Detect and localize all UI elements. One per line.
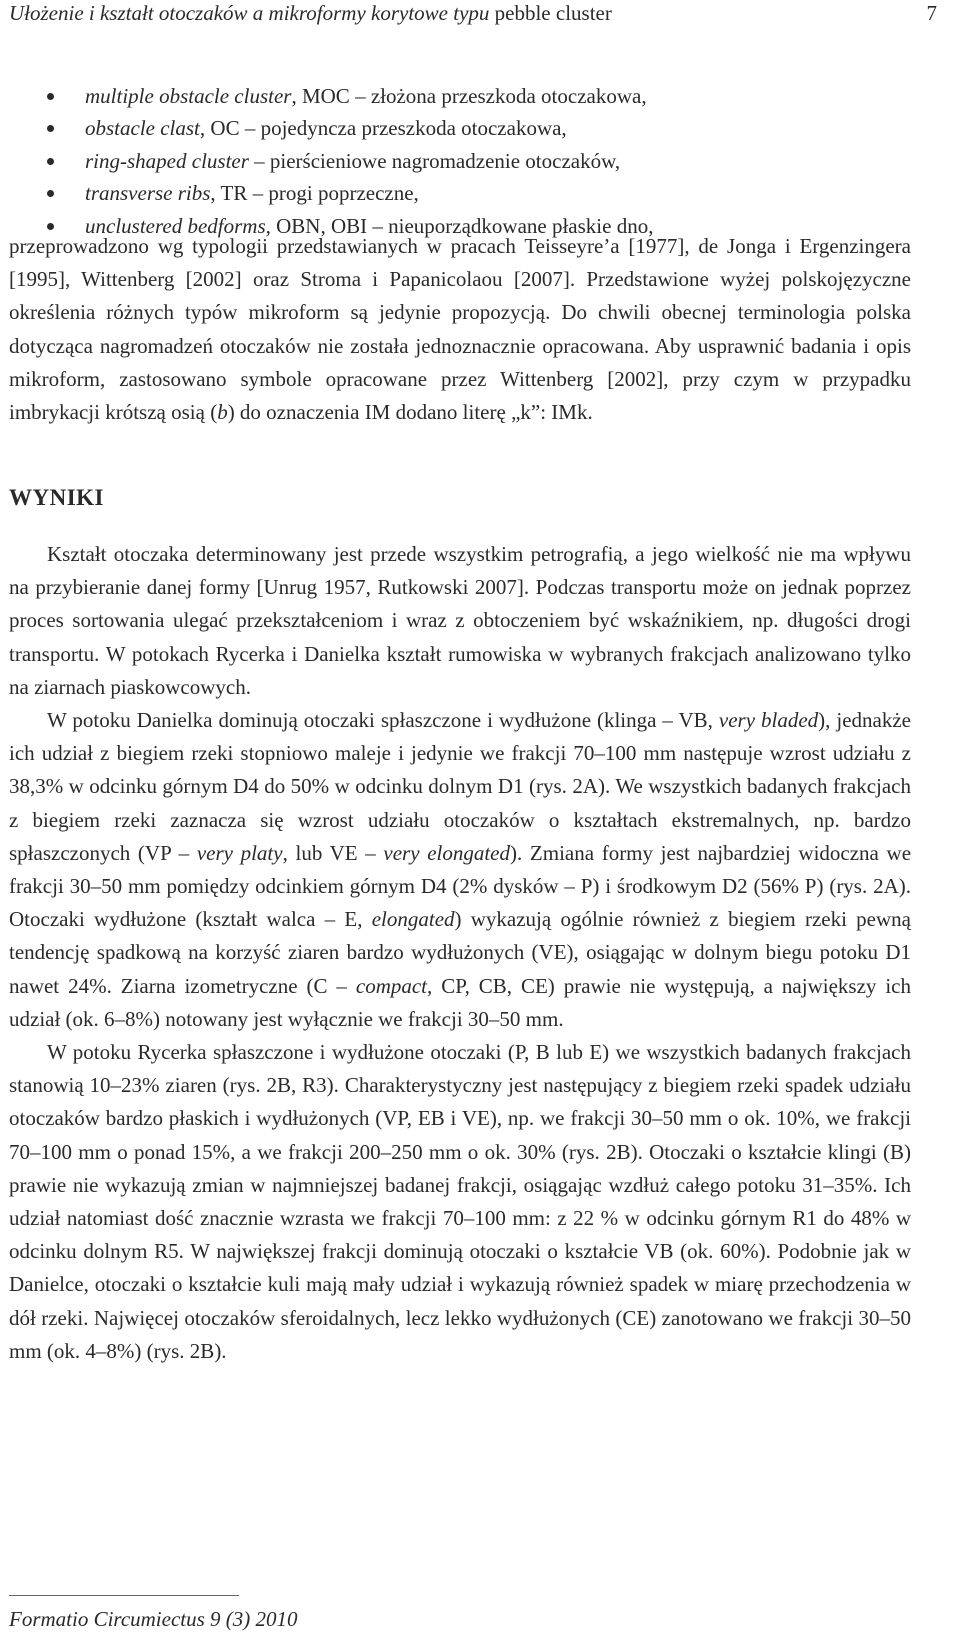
term-italic: very elongated <box>383 840 511 865</box>
paragraph-text: , lub VE – <box>282 840 384 865</box>
paragraph-text: W potoku Danielka dominują otoczaki spłaszczone i wydłużone (klinga – VB, <box>47 708 719 733</box>
results-section <box>9 538 911 1368</box>
list-item <box>9 177 911 209</box>
term-italic: unclustered bedforms <box>85 213 266 238</box>
term-description: , OC – pojedyncza przeszkoda otoczakowa, <box>199 116 567 141</box>
running-title-italic: Ułożenie i kształt otoczaków a mikroformy korytowe typu <box>9 1 490 25</box>
list-item <box>9 80 911 112</box>
term-italic: ring-shaped cluster <box>85 148 249 173</box>
list-item <box>9 112 911 144</box>
term-description: , MOC – złożona przeszkoda otoczakowa, <box>291 84 647 108</box>
results-paragraph-1: Kształt otoczaka determinowany jest przede wszystkim petrografią, a jego wielkość nie ma wpływu na przybieranie danej formy [Unrug 1957, Rutkowski 2007]. Podczas transportu może on jednak poprzez proces sortowania ulegać przekształceniom i wraz z obtoczeniem być wskaźnikiem, np. długości drogi transportu. W potokach Rycerka i Danielka kształt rumowiska w wybranych frakcjach analizowano tylko na ziarnach piaskowcowych. <box>9 542 911 699</box>
intro-paragraph <box>9 230 911 429</box>
running-header <box>9 0 951 28</box>
paragraph-text: przeprowadzono wg typologii przedstawianych w pracach Teisseyre’a [1977], de Jonga i Ergenzingera [1995], Wittenberg [2002] oraz Stroma i Papanicolaou [2007]. Przedstawione wyżej polskojęzyczne określenia różnych typów mikroform są jedynie propozycją. Do chwili obecnej terminologia polska dotycząca nagromadzeń otoczaków nie została jednoznacznie opracowana. Aby usprawnić badania i opis mikroform, zastosowano symbole opracowane przez Wittenberg [2002], przy czym w przypadku imbrykacji krótszą osią ( <box>9 234 911 425</box>
axis-symbol-italic: b <box>217 400 228 425</box>
term-italic: obstacle clast <box>85 116 200 141</box>
term-italic: elongated <box>371 907 455 932</box>
paragraph-text: ). Zmiana formy jest najbardziej widoczna we frakcji 30–50 mm pomiędzy odcinkiem górnym D4 (2% dysków – P) i środkowym D2 (56% P) (rys. 2A). Otoczaki wydłużone (kształt walca – E, <box>9 840 912 932</box>
paragraph-text: , CP, CB, CE) prawie nie występują, a największy ich udział (ok. 6–8%) notowany jest wyłącznie we frakcji 30–50 mm. <box>9 973 911 1031</box>
results-paragraph-3: W potoku Rycerka spłaszczone i wydłużone otoczaki (P, B lub E) we wszystkich badanych frakcjach stanowią 10–23% ziaren (rys. 2B, R3). Charakterystyczny jest następujący z biegiem rzeki spadek udziału otoczaków bardzo płaskich i wydłużonych (VP, EB i VE), np. we frakcji 30–50 mm o ok. 10%, we frakcji 70–100 mm o ponad 15%, a we frakcji 200–250 mm o ok. 30% (rys. 2B). Otoczaki o kształcie klingi (B) prawie nie wykazują zmian w najmniejszej badanej frakcji, osiągając wzdłuż całego potoku 31–35%. Ich udział natomiast dość znacznie wzrasta we frakcji 70–100 mm: z 22 % w odcinku górnym R1 do 48% w odcinku dolnym R5. W największej frakcji dominują otoczaki o kształcie VB (ok. 60%). Podobnie jak w Danielce, otoczaki o kształcie kuli mają mały udział i wykazują również spadek w miarę przechodzenia w dół rzeki. Najwięcej otoczaków sferoidalnych, lecz lekko wydłużonych (CE) zanotowano we frakcji 30–50 mm (ok. 4–8%) (rys. 2B). <box>9 1040 911 1363</box>
term-italic: very platy <box>196 840 283 865</box>
term-italic: multiple obstacle cluster <box>85 84 292 108</box>
paragraph-text: ), jednakże ich udział z biegiem rzeki stopniowo maleje i jedynie we frakcji 70–100 mm następuje wzrost udziału z 38,3% w odcinku górnym D4 do 50% w odcinku dolnym D1 (rys. 2A). We wszystkich badanych frakcjach z biegiem rzeki zaznacza się wzrost udziału otoczaków o kształtach ekstremalnych, np. bardzo spłaszczonych (VP – <box>9 708 911 865</box>
list-item <box>9 145 911 177</box>
intro-paragraph-block <box>9 230 911 429</box>
term-italic: compact <box>355 973 428 998</box>
running-title-roman: pebble cluster <box>494 1 612 25</box>
paragraph-text: ) wykazują ogólnie również z biegiem rzeki pewną tendencję spadkową na korzyść ziaren bardzo wydłużonych (VE), osiągając w dolnym biegu potoku D1 nawet 24%. Ziarna izometryczne (C – <box>9 907 911 998</box>
term-description: – pierścieniowe nagromadzenie otoczaków, <box>248 148 621 173</box>
term-description: , OBN, OBI – nieuporządkowane płaskie dno, <box>265 213 654 238</box>
footer-rule <box>9 1595 239 1596</box>
term-italic: transverse ribs <box>85 181 211 206</box>
term-description: , TR – progi poprzeczne, <box>210 181 419 206</box>
running-title <box>9 0 612 26</box>
paragraph-text: ) do oznaczenia IM dodano literę „k”: IMk. <box>227 400 593 425</box>
section-heading: WYNIKI <box>9 485 105 510</box>
journal-footer: Formatio Circumiectus 9 (3) 2010 <box>9 1607 298 1631</box>
page-number: 7 <box>926 1 937 25</box>
term-italic: very bladed <box>718 708 819 733</box>
results-paragraph-2 <box>9 704 911 1036</box>
bedform-type-list <box>9 80 911 242</box>
